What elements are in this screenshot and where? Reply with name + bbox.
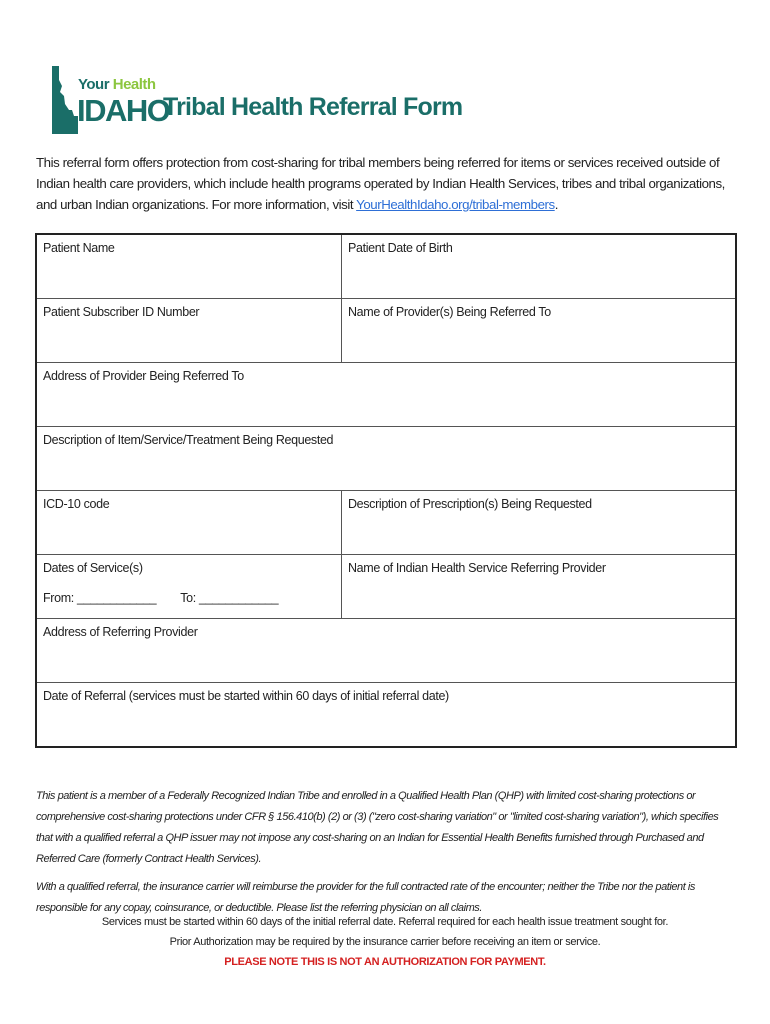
prescription-description-field[interactable] bbox=[342, 491, 735, 554]
footer-line-1: Services must be started within 60 days of the initial referral date. Referral required for each health issue treatment sought for. bbox=[101, 916, 669, 928]
patient-dob-label: Patient Date of Birth bbox=[348, 241, 453, 255]
to-date-input[interactable]: To: ____________ bbox=[180, 591, 279, 605]
header bbox=[50, 66, 463, 136]
date-of-referral-field[interactable] bbox=[37, 683, 735, 746]
form-row bbox=[37, 618, 735, 682]
form-row bbox=[37, 426, 735, 490]
item-description-label: Description of Item/Service/Treatment Being Requested bbox=[43, 433, 334, 447]
patient-name-field[interactable] bbox=[37, 235, 342, 298]
form-row bbox=[37, 682, 735, 746]
tribal-members-link[interactable]: YourHealthIdaho.org/tribal-members bbox=[356, 197, 555, 212]
idaho-state-shape-icon bbox=[50, 66, 80, 134]
logo-your-health-text: Your Health bbox=[78, 76, 156, 93]
form-row bbox=[37, 490, 735, 554]
referring-provider-address-field[interactable] bbox=[37, 619, 735, 682]
item-description-field[interactable] bbox=[37, 427, 735, 490]
ihs-referring-provider-field[interactable] bbox=[342, 555, 735, 618]
referral-form-table bbox=[35, 233, 737, 748]
intro-after-link: . bbox=[554, 197, 558, 212]
form-row bbox=[37, 298, 735, 362]
icd10-label: ICD-10 code bbox=[43, 497, 110, 511]
form-row bbox=[37, 554, 735, 618]
prescription-description-label: Description of Prescription(s) Being Requested bbox=[348, 497, 592, 511]
dates-of-service-label: Dates of Service(s) bbox=[43, 561, 143, 575]
dates-of-service-field bbox=[37, 555, 342, 618]
icd10-field[interactable] bbox=[37, 491, 342, 554]
footer-line-2: Prior Authorization may be required by the insurance carrier before receiving an item or service. bbox=[169, 936, 601, 948]
intro-text: This referral form offers protection from cost-sharing for tribal members being referred for items or services received outside of Indian health care providers, which include health programs operated by Indian Health Services, tribes and tribal organizations, and urban Indian organizations. For more information, visit bbox=[36, 155, 725, 212]
dates-line bbox=[43, 591, 335, 605]
form-row bbox=[37, 235, 735, 298]
your-health-idaho-logo bbox=[50, 66, 170, 134]
subscriber-id-field[interactable] bbox=[37, 299, 342, 362]
reimbursement-note: With a qualified referral, the insurance carrier will reimburse the provider for the full contracted rate of the encounter; neither the Tribe nor the patient is responsible for any copay, coinsurance, or deductible. Please list the referring physician on all claims. bbox=[36, 881, 695, 914]
legal-notes bbox=[36, 786, 736, 919]
qhp-protection-note: This patient is a member of a Federally Recognized Indian Tribe and enrolled in a Qualified Health Plan (QHP) with limited cost-sharing protections or comprehensive cost-sharing protections under CFR § 156.410(b) (2) or (3) ("zero cost-sharing variation" or "limited cost-sharing variation"), which specifies that with a qualified referral a QHP issuer may not impose any cost-sharing on an Indian for Essential Health Benefits furnished through Purchased and Referred Care (formerly Contract Health Services). bbox=[36, 790, 719, 865]
page-title: Tribal Health Referral Form bbox=[163, 93, 463, 121]
patient-name-label: Patient Name bbox=[43, 241, 115, 255]
form-row bbox=[37, 362, 735, 426]
provider-address-field[interactable] bbox=[37, 363, 735, 426]
provider-referred-to-label: Name of Provider(s) Being Referred To bbox=[348, 305, 551, 319]
logo-idaho-text: IDAHO bbox=[77, 93, 170, 128]
payment-warning: PLEASE NOTE THIS IS NOT AN AUTHORIZATION FOR PAYMENT. bbox=[224, 956, 546, 968]
ihs-referring-provider-label: Name of Indian Health Service Referring Provider bbox=[348, 561, 606, 575]
subscriber-id-label: Patient Subscriber ID Number bbox=[43, 305, 200, 319]
provider-referred-to-field[interactable] bbox=[342, 299, 735, 362]
provider-address-label: Address of Provider Being Referred To bbox=[43, 369, 244, 383]
date-of-referral-label: Date of Referral (services must be started within 60 days of initial referral date) bbox=[43, 689, 449, 703]
patient-dob-field[interactable] bbox=[342, 235, 735, 298]
from-date-input[interactable]: From: ____________ bbox=[43, 591, 157, 605]
intro-paragraph bbox=[36, 152, 736, 215]
footer bbox=[0, 912, 770, 972]
logo-health-word: Health bbox=[112, 76, 156, 93]
referring-provider-address-label: Address of Referring Provider bbox=[43, 625, 198, 639]
